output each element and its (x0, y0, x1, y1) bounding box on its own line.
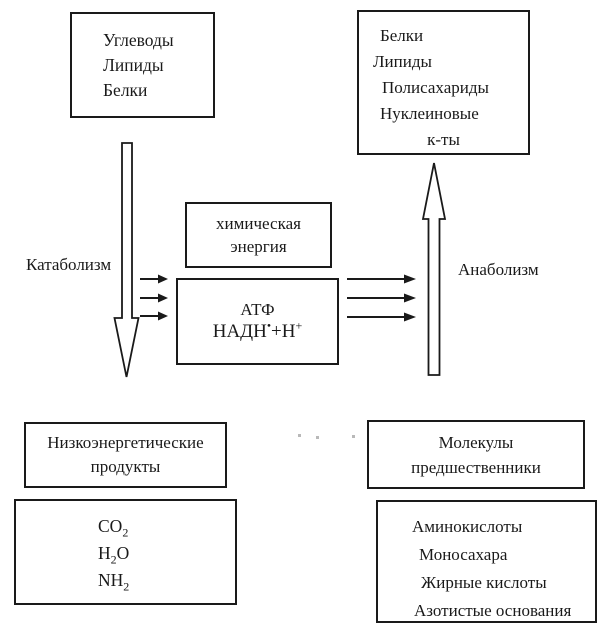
energy-input-arrows (140, 275, 168, 321)
low-energy-text: Низкоэнергетические (47, 433, 204, 452)
precursor-list-box (376, 500, 597, 623)
synthesis-item: Липиды (373, 52, 432, 71)
substrate-item: Липиды (103, 55, 164, 75)
synthesis-products-box (357, 10, 530, 155)
formula: $NH_2$ (98, 570, 130, 594)
nadh-formula: НАДН•+Н+ (212, 318, 303, 342)
precursor-molecules-box (367, 420, 585, 489)
substrate-item: Белки (103, 80, 148, 100)
formula: $H_2O$ (98, 543, 130, 567)
catabolism-label: Катаболизм (26, 255, 112, 274)
chemical-energy-box (185, 202, 332, 268)
scan-speck (352, 435, 355, 438)
scan-speck (298, 434, 301, 437)
atp-text: АТФ (240, 300, 275, 319)
substrates-box (70, 12, 215, 118)
catabolism-down-arrow (115, 143, 139, 377)
atp-nadh-box (176, 278, 339, 365)
low-energy-text: продукты (90, 457, 161, 476)
end-products-box (14, 499, 237, 605)
energy-output-arrows (347, 275, 416, 322)
substrate-item: Углеводы (103, 30, 174, 50)
precursor-item: Моносахара (419, 545, 508, 564)
precursors-text: предшественники (411, 457, 541, 477)
synthesis-item: Полисахариды (382, 78, 489, 97)
low-energy-products-box (24, 422, 227, 488)
scan-speck (316, 436, 319, 439)
precursor-item: Жирные кислоты (421, 573, 547, 592)
precursors-text: Молекулы (438, 432, 514, 452)
synthesis-item: Белки (380, 26, 424, 45)
precursor-item: Аминокислоты (412, 517, 523, 536)
anabolism-label: Анаболизм (458, 260, 539, 279)
chemical-energy-text: химическая (216, 214, 301, 233)
synthesis-item: Нуклеиновые (380, 104, 479, 123)
precursor-item: Азотистые основания (414, 601, 572, 620)
formula: $CO_2$ (98, 516, 129, 540)
chemical-energy-text: энергия (230, 237, 287, 256)
synthesis-item: к-ты (427, 130, 460, 149)
anabolism-up-arrow (423, 163, 445, 375)
